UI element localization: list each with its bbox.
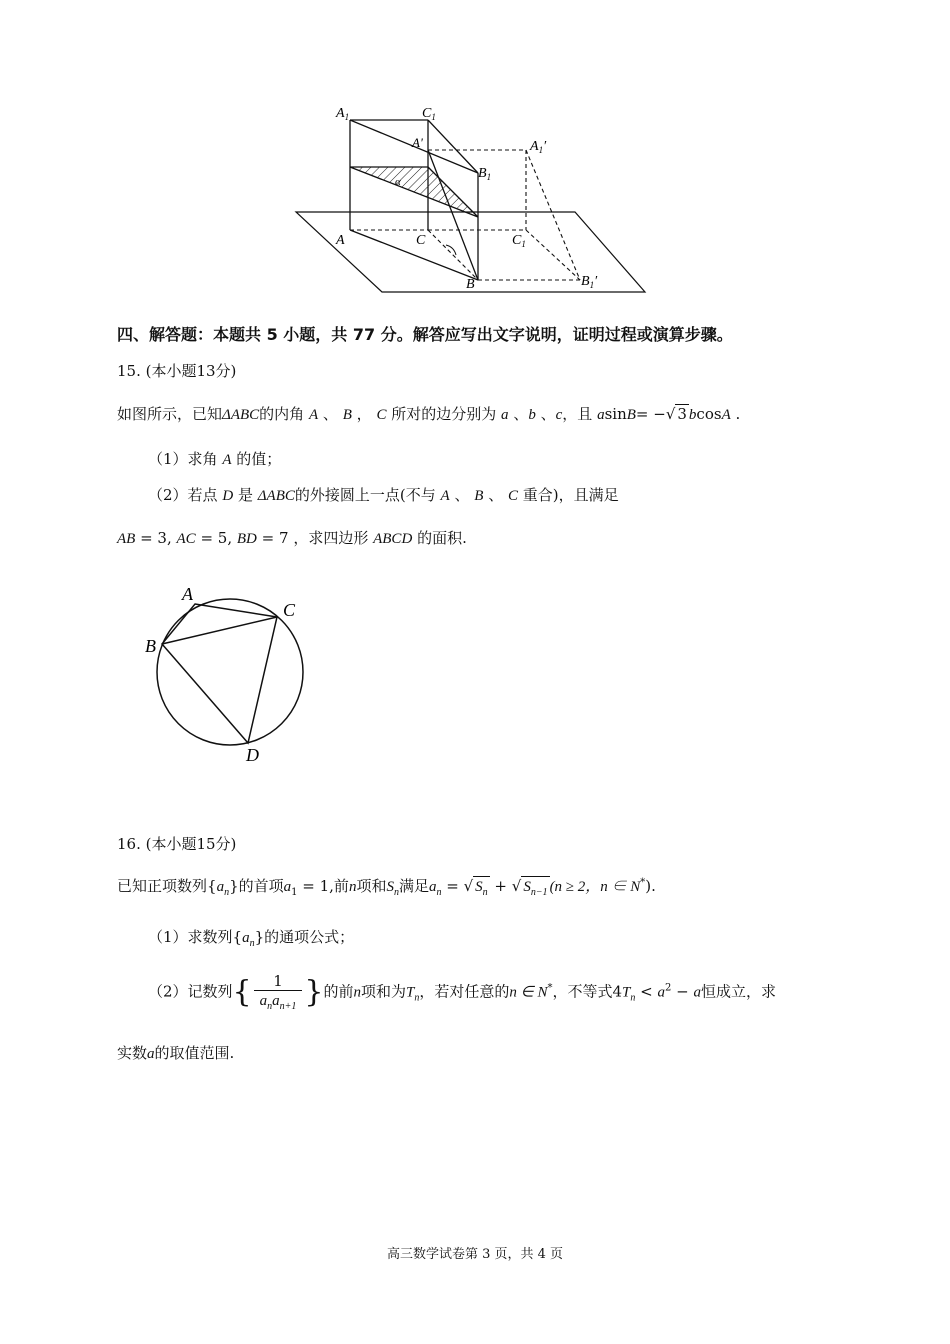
q16-p2-g: 实数 [117, 1044, 148, 1062]
q15-p2-D: D [222, 488, 234, 504]
q15-quad: ABCD [373, 531, 413, 547]
edge-c1-b1 [428, 120, 478, 173]
q16-frac-an1-sub: n+1 [279, 1001, 297, 1012]
q16-sqrt-S2: S [523, 879, 531, 895]
q16-T2: T [622, 984, 631, 1001]
q15-eq-cos: cos [696, 405, 722, 423]
q15-eq-mid: = − [635, 405, 666, 423]
q15-p2-B: B [474, 488, 484, 504]
q16-an-sub: n [224, 887, 230, 898]
circle-label-d: D [246, 745, 259, 765]
q15-p2-C: C [507, 488, 518, 504]
q16-s3: 前 [333, 877, 349, 895]
q16-star2: * [547, 982, 553, 994]
q16-s5: 满足 [398, 877, 429, 895]
circle-label-a: A [182, 584, 193, 604]
q16-p2-h: 的取值范围. [154, 1044, 235, 1062]
q15-eq-end: . [735, 405, 741, 423]
q16-star: * [640, 877, 646, 888]
q15-sep2: ， [356, 405, 372, 423]
q16-part2-cont [117, 1044, 234, 1063]
q16-a-var: a [693, 984, 701, 1001]
circle-label-b: B [145, 636, 156, 656]
q16-lt: < [635, 982, 658, 1001]
page-footer: 高三数学试卷第 3 页，共 4 页 [386, 1247, 564, 1262]
label-c1-bottom: $C_1$ [512, 233, 526, 249]
q15-part1 [148, 450, 281, 469]
q16-a-var2: a [147, 1046, 155, 1062]
q16-frac-an1: a [272, 993, 280, 1009]
q15-cond-BD-val: = 7 [256, 529, 289, 547]
q16-sqrt-S-sub: n [482, 887, 488, 898]
q16-p2-f: 恒成立，求 [700, 982, 776, 1001]
q16-plus: + [489, 877, 512, 895]
q16-an: a [216, 879, 225, 895]
q16-minus: − [671, 982, 694, 1001]
q16-s2: 的首项 [238, 877, 284, 895]
q15-cond-AC: AC [176, 531, 196, 547]
q15-p2-a: （2）若点 [148, 486, 218, 504]
q15-cond-AC-val: = 5, [195, 529, 237, 547]
q16-s4: 项和 [356, 877, 387, 895]
q16-frac-an: a [259, 993, 268, 1009]
q15-part2: （2）若点 D 是 ΔABC的外接圆上一点(不与 A 、 B 、 C 重合)，且满足 [148, 486, 619, 504]
q15-c: c [555, 407, 563, 423]
q15-cond-AB-val: = 3, [135, 529, 177, 547]
q15-p2-c: 的外接圆上一点(不与 [294, 486, 436, 504]
q16-p1-a: （1）求数列 [148, 928, 233, 946]
q15-stem: 如图所示，已知ΔABC的内角 A 、 B ， C 所对的边分别为 a 、b 、c，且 asinB= −√ 3 bcosA . [117, 405, 741, 423]
q16-eq2: = [441, 877, 464, 895]
q16-fraction [254, 972, 303, 1013]
q15-eq-sqrt: 3 [677, 405, 687, 423]
q15-B: B [342, 407, 352, 423]
angle-arc [446, 245, 456, 255]
q16-an2-sub: n [436, 887, 442, 898]
q16-p2-d: ，若对任意的 [419, 982, 510, 1001]
edge-c-b [428, 230, 478, 280]
q16-four: 4 [612, 982, 623, 1001]
label-c: C [416, 233, 426, 248]
heading-text-3: 分。解答应写出文字说明，证明过程或演算步骤。 [375, 325, 733, 344]
section-heading [117, 325, 733, 344]
q16-p2-a: （2）记数列 [148, 982, 233, 1001]
q15-cond-BD: BD [236, 531, 257, 547]
q16-sqrt-S: S [475, 879, 483, 895]
heading-text-1: 四、解答题：本题共 [117, 325, 267, 344]
q15-p2-triangle: ΔABC [257, 488, 295, 504]
q16-in: ∈ N [516, 984, 548, 1001]
q16-p1-b: 的通项公式； [264, 928, 355, 946]
q15-triangle: ΔABC [222, 407, 260, 423]
q16-T-sub: n [414, 992, 420, 1004]
label-a-prime: A' [412, 135, 423, 150]
q16-frac-num: 1 [254, 972, 303, 991]
q16-stem: 已知正项数列$\{a_n\}$的首项$a_1 = 1$,前n项和$S_n$满足$a_n$ = √ $S_n$ + √ $S_{n-1}$ (n ≥ 2，n ∈ N*). [117, 877, 656, 898]
prism-figure [290, 95, 660, 310]
label-b1: $B_1$ [478, 166, 492, 182]
edge-a-b [350, 230, 478, 280]
label-alpha: α [395, 176, 401, 188]
label-b: B [466, 277, 475, 292]
q16-p2-n2: n [509, 984, 517, 1001]
q15-stem-b: 的内角 [259, 405, 305, 423]
q16-header: 16. (本小题15分) [117, 835, 237, 853]
q15-cond-AB: AB [117, 531, 136, 547]
q15-p1-b: 的值； [236, 450, 282, 468]
q16-p2-e: ，不等式 [552, 982, 613, 1001]
heading-count: 5 [266, 325, 278, 344]
q15-stem-a: 如图所示，已知 [117, 405, 223, 423]
label-c1: $C_1$ [422, 106, 436, 122]
q16-n1: n [348, 879, 357, 895]
dash-a1p-b1p [526, 150, 580, 280]
label-a1: $A_1$ [336, 106, 350, 122]
q15-stem-c: 所对的边分别为 [391, 405, 497, 423]
q16-part1: （1）求数列$\{a_n\}$的通项公式； [148, 928, 355, 949]
q16-frac-an-sub: n [267, 1001, 273, 1012]
q15-A: A [308, 407, 319, 423]
q15-eq-a: a [597, 407, 605, 423]
q15-p1-A: A [222, 452, 232, 468]
q16-a1-sub: 1 [291, 887, 298, 898]
q16-two: 2 [664, 982, 672, 994]
q15-eq-sin: sin [604, 405, 627, 423]
q15-header: 15. (本小题13分) [117, 362, 237, 380]
q15-stem-d: ，且 [562, 405, 593, 423]
q15-eq-A: A [721, 407, 731, 423]
circle-label-c: C [283, 600, 296, 620]
q15-a: a [501, 407, 509, 423]
heading-points: 77 [352, 325, 376, 344]
label-b1-prime: $B_1'$ [581, 274, 598, 290]
q15-p2-f: 的面积. [417, 529, 467, 547]
q16-cond-end: ). [645, 877, 656, 895]
q15-eq-B: B [626, 407, 636, 423]
q16-p2-b: 的前 [323, 982, 354, 1001]
q15-part2-cont [117, 529, 467, 548]
dash-c1p-b1p [526, 230, 580, 280]
q16-T2-sub: n [630, 992, 636, 1004]
circle-figure [140, 580, 320, 770]
q16-sqrt-S2-sub: n−1 [530, 887, 548, 898]
q15-b: b [528, 407, 536, 423]
q15-p2-d: 重合)，且满足 [522, 486, 619, 504]
q16-part2: （2）记数列{ $\frac{1}{a_na_{n+1}}$ }的前n项和为$T_n$，若对任意的n ∈ N*，不等式$4T_n < a^2 - a$恒成立，求 [148, 972, 776, 1012]
q16-a1: a [283, 879, 292, 895]
diagonal-bc [162, 617, 277, 644]
q15-p2-e: ，求四边形 [293, 529, 369, 547]
q16-p1-an-sub: n [249, 938, 255, 949]
q16-cond: (n ≥ 2，n ∈ N [549, 879, 641, 895]
q15-p1-a: （1）求角 [148, 450, 218, 468]
q16-S: S [386, 879, 394, 895]
q15-eq-b: b [688, 407, 697, 423]
q16-an2: a [428, 879, 437, 895]
q16-p2-c: 项和为 [361, 982, 407, 1001]
q15-C: C [376, 407, 387, 423]
heading-text-2: 小题，共 [277, 325, 353, 344]
quadrilateral-abcd [162, 604, 277, 743]
q16-s1: 已知正项数列 [117, 877, 208, 895]
q16-S-sub: n [393, 887, 399, 898]
q16-p1-an: a [242, 930, 250, 946]
q15-p2-b: 是 [237, 486, 253, 504]
q15-sep1: 、 [322, 405, 338, 423]
q15-p2-A: A [440, 488, 450, 504]
q16-T: T [406, 984, 415, 1001]
q16-eq1: = 1, [297, 877, 334, 895]
q16-p2-n: n [353, 984, 361, 1001]
label-a: A [336, 233, 345, 248]
q16-asq: a [657, 984, 665, 1001]
label-a1-prime: $A_1'$ [530, 139, 547, 155]
